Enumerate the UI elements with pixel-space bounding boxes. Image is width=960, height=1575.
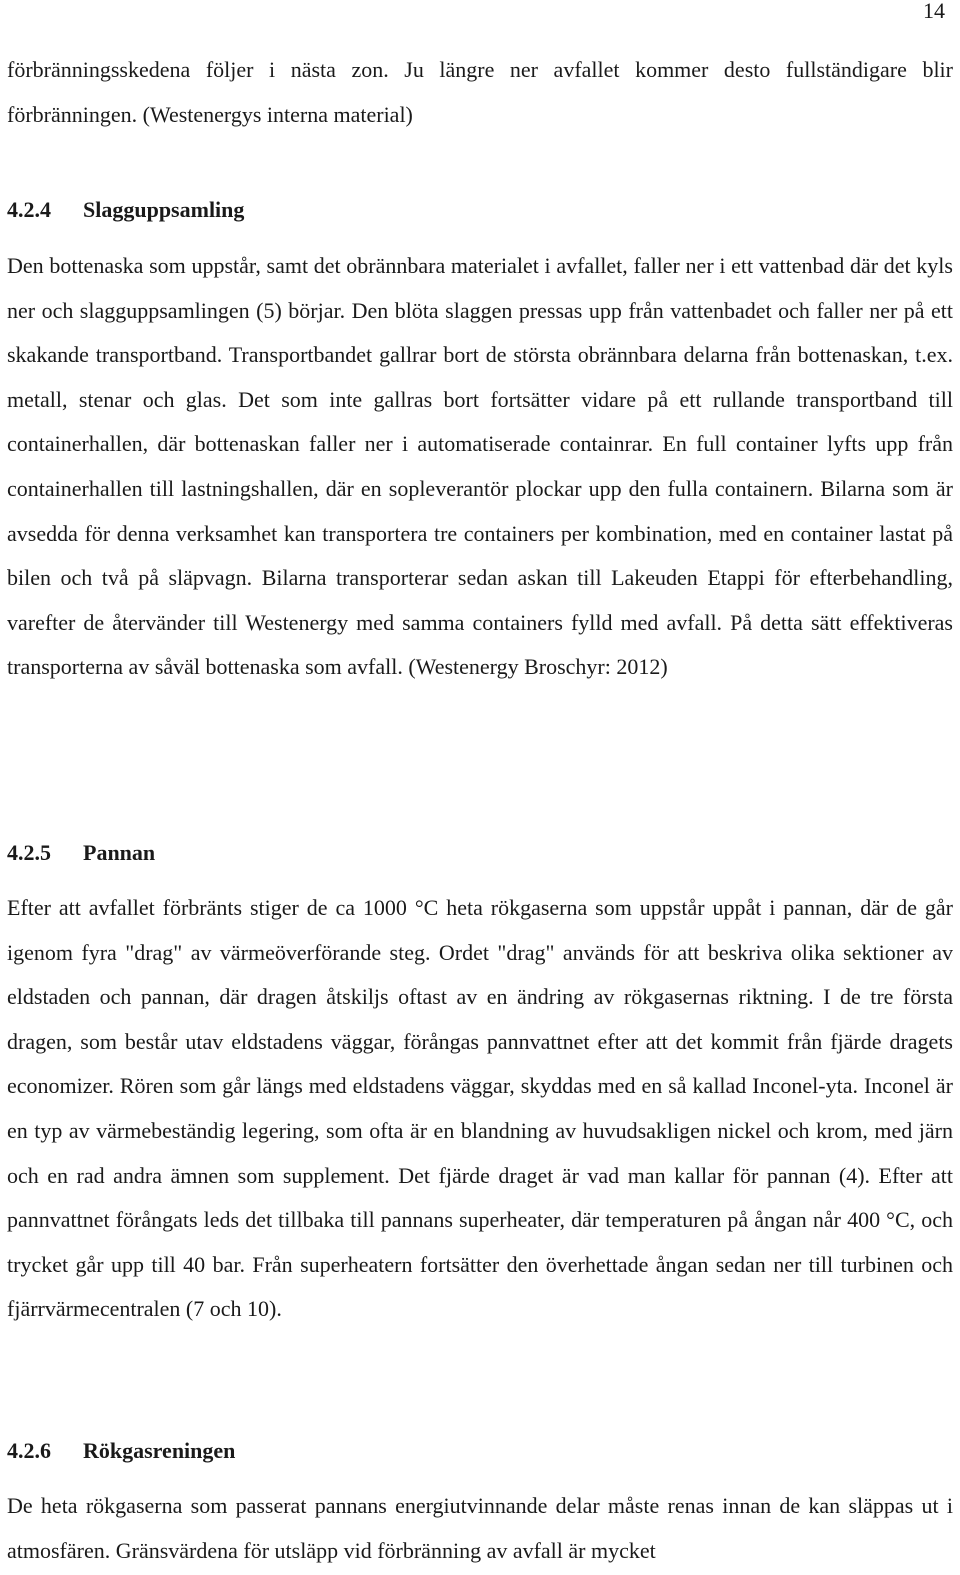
section-number: 4.2.4 — [7, 197, 51, 222]
section-number: 4.2.6 — [7, 1438, 51, 1463]
page-number: 14 — [923, 0, 945, 23]
section-title: Pannan — [83, 840, 156, 865]
section-body-pannan: Efter att avfallet förbränts stiger de ca 1000 °C heta rökgaserna som uppstår uppåt i pannan, där de går igenom fyra "drag" av värmeöverförande steg. Ordet "drag" används för att beskriva olika sektioner av eldstaden och pannan, där dragen åtskiljs oftast av en ändring av rökgasernas riktning. I de tre första dragen, som består utav eldstadens väggar, förångas pannvattnet efter att det kommit från fjärde dragets economizer. Rören som går längs med eldstadens väggar, skyddas med en så kallad Inconel-yta. Inconel är en typ av värmebeständig legering, som ofta är en blandning av huvudsakligen nickel och krom, med järn och en rad andra ämnen som supplement. Det fjärde draget är vad man kallar för pannan (4). Efter att pannvattnet förångats leds det tillbaka till pannans superheater, där temperaturen på ångan når 400 °C, och trycket går upp till 40 bar. Från superheatern fortsätter den överhettade ångan sedan ner till turbinen och fjärrvärmecentralen (7 och 10). — [7, 895, 953, 1322]
section-title: Slagguppsamling — [83, 197, 245, 222]
section-body-slagguppsamling: Den bottenaska som uppstår, samt det obrännbara materialet i avfallet, faller ner i ett vattenbad där det kyls ner och slagguppsamlingen (5) börjar. Den blöta slaggen pressas upp från vattenbadet och faller ner på ett skakande transportband. Transportbandet gallrar bort de största obrännbara delarna från bottenaskan, t.ex. metall, stenar och glas. Det som inte gallras bort fortsätter vidare på ett rullande transportband till containerhallen, där bottenaskan faller ner i automatiserade containrar. En full container lyfts upp från containerhallen till lastningshallen, där en sopleverantör plockar upp den fulla containern. Bilarna som är avsedda för denna verksamhet kan transportera tre containers per kombination, med en container lastat på bilen och två på släpvagn. Bilarna transporterar sedan askan till Lakeuden Etappi för efterbehandling, varefter de återvänder till Westenergy med samma containers fylld med avfall. På detta sätt effektiveras transporterna av såväl bottenaska som avfall. (Westenergy Broschyr: 2012) — [7, 253, 953, 680]
section-body-rokgasreningen: De heta rökgaserna som passerat pannans energiutvinnande delar måste renas innan de kan släppas ut i atmosfären. Gränsvärdena för utsläpp vid förbränning av avfall är mycket — [7, 1493, 953, 1563]
section-title: Rökgasreningen — [83, 1438, 236, 1463]
intro-paragraph: förbränningsskedena följer i nästa zon. Ju längre ner avfallet kommer desto fullständigare blir förbränningen. (Westenergys interna material) — [7, 57, 953, 127]
section-heading-pannan — [7, 838, 155, 868]
section-number: 4.2.5 — [7, 840, 51, 865]
document-page — [7, 0, 953, 1575]
section-heading-slagguppsamling — [7, 195, 244, 225]
section-heading-rokgasreningen — [7, 1436, 235, 1466]
